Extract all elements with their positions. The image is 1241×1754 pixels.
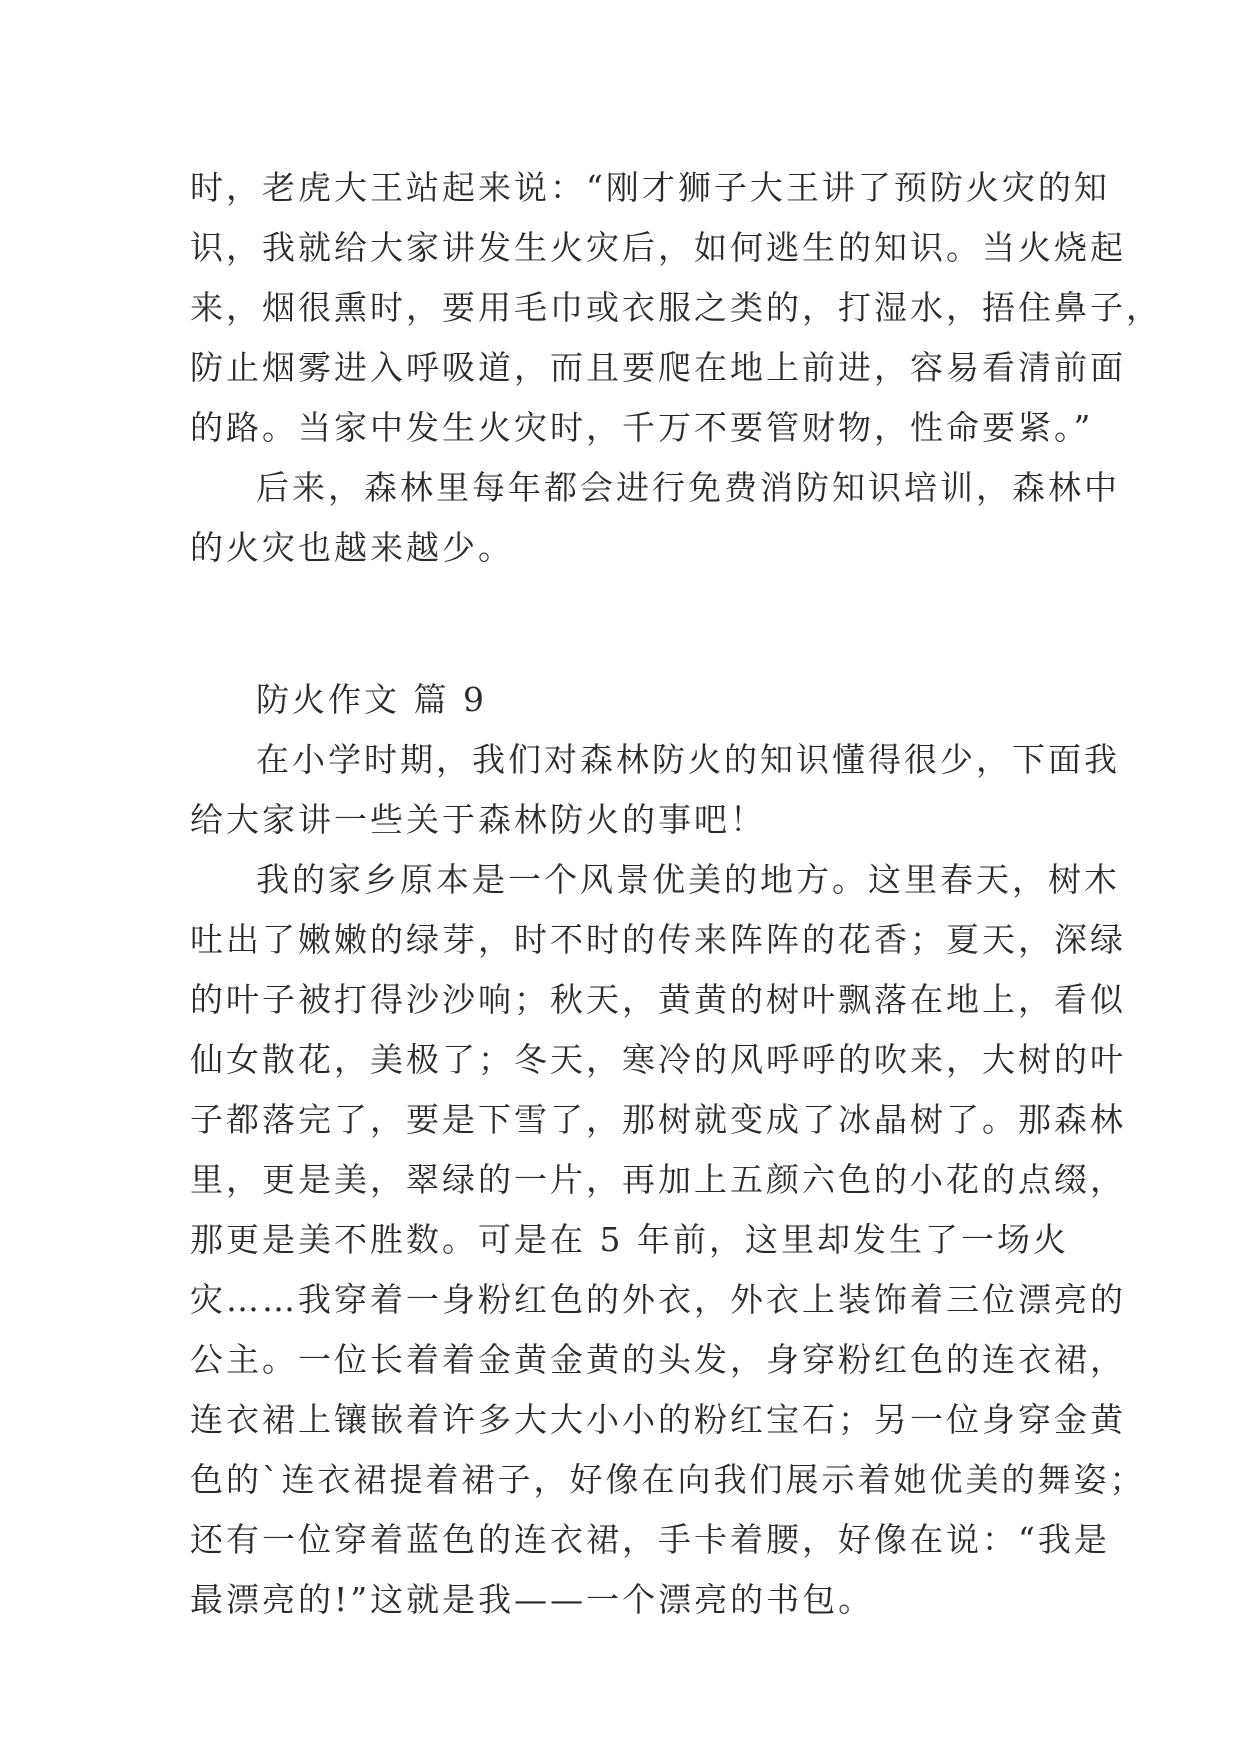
text-line: 的路。当家中发生火灾时，千万不要管财物，性命要紧。” xyxy=(190,408,1094,447)
text-line: 识，我就给大家讲发生火灾后，如何逃生的知识。当火烧起 xyxy=(190,228,1126,267)
text-line: 吐出了嫩嫩的绿芽，时不时的传来阵阵的花香；夏天，深绿 xyxy=(190,920,1126,959)
text-line: 灾……我穿着一身粉红色的外衣，外衣上装饰着三位漂亮的 xyxy=(190,1280,1126,1319)
text-line: 色的`连衣裙提着裙子，好像在向我们展示着她优美的舞姿； xyxy=(190,1460,1146,1499)
text-line: 仙女散花，美极了；冬天，寒冷的风呼呼的吹来，大树的叶 xyxy=(190,1040,1126,1079)
paragraph-1 xyxy=(190,158,1162,458)
text-line: 子都落完了，要是下雪了，那树就变成了冰晶树了。那森林 xyxy=(190,1100,1126,1139)
text-line: 我的家乡原本是一个风景优美的地方。这里春天，树木 xyxy=(256,860,1120,899)
text-line: 在小学时期，我们对森林防火的知识懂得很少，下面我 xyxy=(256,740,1120,779)
section-heading: 防火作文 篇 9 xyxy=(256,680,487,719)
text-line: 最漂亮的!”这就是我——一个漂亮的书包。 xyxy=(190,1580,875,1619)
paragraph-2 xyxy=(190,458,1120,578)
text-line: 的叶子被打得沙沙响；秋天，黄黄的树叶飘落在地上，看似 xyxy=(190,980,1126,1019)
paragraph-spacer xyxy=(190,578,1050,670)
text-line: 来，烟很熏时，要用毛巾或衣服之类的，打湿水，捂住鼻子， xyxy=(190,288,1162,327)
text-line: 的火灾也越来越少。 xyxy=(190,528,514,567)
text-line: 那更是美不胜数。可是在 5 年前，这里却发生了一场火 xyxy=(190,1220,1069,1259)
text-line: 防止烟雾进入呼吸道，而且要爬在地上前进，容易看清前面 xyxy=(190,348,1126,387)
text-line: 后来，森林里每年都会进行免费消防知识培训，森林中 xyxy=(256,468,1120,507)
text-line: 连衣裙上镶嵌着许多大大小小的粉红宝石；另一位身穿金黄 xyxy=(190,1400,1126,1439)
text-line: 公主。一位长着着金黄金黄的头发，身穿粉红色的连衣裙， xyxy=(190,1340,1126,1379)
text-line: 还有一位穿着蓝色的连衣裙，手卡着腰，好像在说：“我是 xyxy=(190,1520,1110,1559)
text-line: 时，老虎大王站起来说：“刚才狮子大王讲了预防火灾的知 xyxy=(190,168,1110,207)
text-line: 里，更是美，翠绿的一片，再加上五颜六色的小花的点缀， xyxy=(190,1160,1126,1199)
document-body xyxy=(190,158,1162,1630)
paragraph-4 xyxy=(190,850,1146,1630)
paragraph-3 xyxy=(190,730,1120,850)
text-line: 给大家讲一些关于森林防火的事吧！ xyxy=(190,800,766,839)
